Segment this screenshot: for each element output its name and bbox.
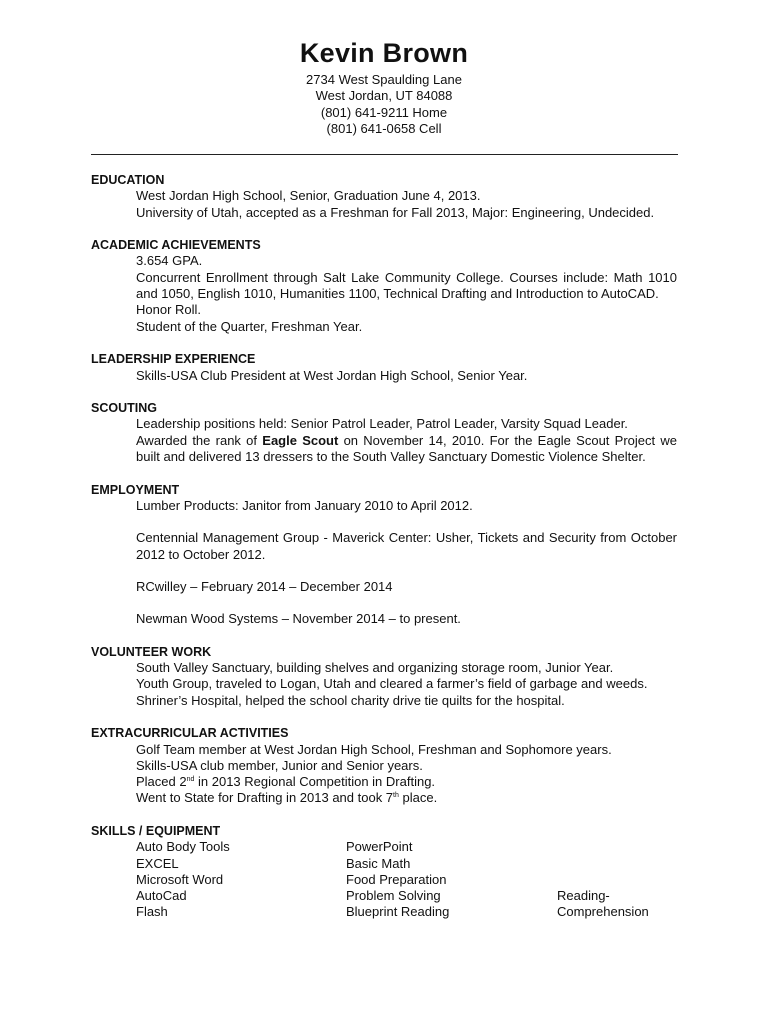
address-line-1: 2734 West Spaulding Lane	[306, 72, 462, 87]
section-heading: SCOUTING	[91, 401, 157, 416]
skill-item: Microsoft Word	[136, 871, 224, 887]
extracurricular-line	[91, 774, 677, 790]
skills-grid	[91, 839, 677, 921]
section-education	[91, 172, 677, 221]
ordinal-suffix: nd	[186, 776, 195, 784]
extracurricular-text: place.	[398, 790, 438, 806]
section-heading: ACADEMIC ACHIEVEMENTS	[91, 238, 261, 253]
phone-home: (801) 641-9211 Home	[320, 104, 448, 120]
academic-line: Concurrent Enrollment through Salt Lake Community College. Courses include: Math 1010 and 1050, English 1010, Humanities 1100, Technical Drafting and Introduction to AutoCAD.	[136, 269, 677, 302]
extracurricular-text: in 2013 Regional Competition in Drafting.	[194, 774, 436, 790]
extracurricular-text: Placed 2	[136, 774, 187, 790]
extracurricular-text: Went to State for Drafting in 2013 and took 7	[136, 790, 394, 806]
employment-line: Centennial Management Group - Maverick Center: Usher, Tickets and Security from October 2012 to October 2012.	[136, 530, 677, 562]
section-scouting	[91, 400, 677, 465]
section-heading: VOLUNTEER WORK	[91, 644, 212, 659]
academic-line: Student of the Quarter, Freshman Year.	[136, 318, 363, 334]
contact-block	[0, 72, 768, 137]
scouting-line: Leadership positions held: Senior Patrol Leader, Patrol Leader, Varsity Squad Leader.	[136, 416, 628, 432]
section-extracurricular	[91, 725, 677, 806]
employment-line: Lumber Products: Janitor from January 2010 to April 2012.	[136, 497, 473, 513]
leadership-line: Skills-USA Club President at West Jordan High School, Senior Year.	[136, 367, 528, 383]
ordinal-suffix: th	[393, 792, 399, 800]
skills-column-1	[136, 839, 230, 920]
section-heading: EDUCATION	[91, 173, 165, 187]
academic-line: Honor Roll.	[136, 302, 202, 318]
skills-column-2	[346, 839, 449, 920]
header-divider	[91, 154, 678, 155]
extracurricular-line	[91, 790, 677, 806]
address-line-2: West Jordan, UT 84088	[315, 88, 453, 104]
skill-item: PowerPoint	[346, 839, 413, 855]
skill-item: Reading-	[557, 888, 610, 904]
skill-item: Basic Math	[346, 855, 411, 871]
section-employment	[91, 482, 677, 628]
phone-cell: (801) 641-0658 Cell	[326, 120, 442, 136]
skill-item: EXCEL	[136, 855, 179, 871]
scouting-line	[91, 433, 677, 466]
academic-line: 3.654 GPA.	[136, 253, 203, 269]
volunteer-line: South Valley Sanctuary, building shelves and organizing storage room, Junior Year.	[136, 660, 614, 676]
section-heading: EMPLOYMENT	[91, 482, 180, 497]
skill-item: Auto Body Tools	[136, 839, 230, 855]
eagle-scout-emphasis: Eagle Scout	[262, 432, 339, 448]
skill-item: Flash	[136, 904, 168, 920]
skill-item: Comprehension	[557, 904, 649, 920]
extracurricular-line: Skills-USA club member, Junior and Senior years.	[136, 757, 423, 773]
section-heading: LEADERSHIP EXPERIENCE	[91, 352, 256, 367]
skill-item: AutoCad	[136, 888, 187, 904]
extracurricular-line: Golf Team member at West Jordan High School, Freshman and Sophomore years.	[136, 741, 612, 757]
scouting-text: on November 14, 2010. For the Eagle Scout Project we built and delivered 13 dressers to the South Valley Sanctuary Domestic Violence Shelter.	[136, 432, 677, 465]
education-line: University of Utah, accepted as a Freshman for Fall 2013, Major: Engineering, Undecided.	[136, 204, 655, 220]
section-academic-achievements	[91, 237, 677, 335]
skill-item: Problem Solving	[346, 888, 441, 904]
employment-line: Newman Wood Systems – November 2014 – to present.	[136, 611, 461, 627]
section-skills	[91, 823, 677, 921]
skill-item: Blueprint Reading	[346, 904, 450, 920]
education-line: West Jordan High School, Senior, Graduation June 4, 2013.	[136, 188, 481, 204]
resume-name: Kevin Brown	[299, 38, 469, 68]
section-volunteer-work	[91, 644, 677, 709]
scouting-text: Awarded the rank of	[136, 432, 263, 448]
section-heading: EXTRACURRICULAR ACTIVITIES	[91, 726, 289, 741]
resume-body	[91, 172, 677, 921]
employment-line: RCwilley – February 2014 – December 2014	[136, 578, 393, 594]
volunteer-line: Youth Group, traveled to Logan, Utah and cleared a farmer’s field of garbage and weeds.	[136, 676, 648, 692]
section-leadership	[91, 351, 677, 384]
section-heading: SKILLS / EQUIPMENT	[91, 823, 221, 838]
skill-item: Food Preparation	[346, 871, 447, 887]
volunteer-line: Shriner’s Hospital, helped the school charity drive tie quilts for the hospital.	[136, 692, 565, 708]
skills-column-3	[557, 888, 649, 921]
